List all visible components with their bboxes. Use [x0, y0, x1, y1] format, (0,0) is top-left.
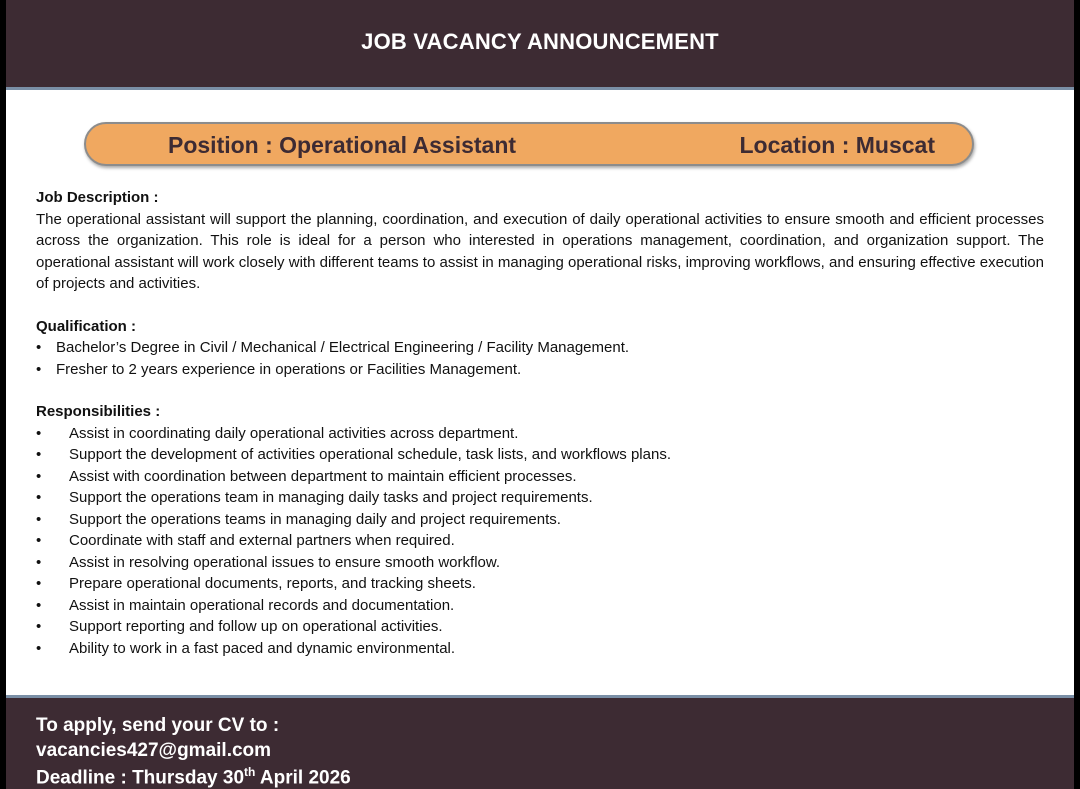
deadline-suffix: April 2026: [255, 767, 351, 789]
location-label: Location : Muscat: [739, 132, 935, 158]
apply-instruction: To apply, send your CV to :: [36, 715, 280, 736]
qualification-list: [36, 337, 1044, 380]
footer-bar: [6, 695, 1074, 789]
list-item: • Fresher to 2 years experience in operations or Facilities Management.: [36, 359, 1044, 381]
deadline-ordinal: th: [244, 765, 256, 779]
contact-email: vacancies427@gmail.com: [36, 740, 272, 761]
list-item: • Ability to work in a fast paced and dynamic environmental.: [36, 638, 1044, 660]
page-title: JOB VACANCY ANNOUNCEMENT: [361, 29, 719, 54]
list-item: • Assist in maintain operational records and documentation.: [36, 595, 1044, 617]
header-bar: [6, 0, 1074, 90]
deadline-prefix: Deadline : Thursday 30: [36, 767, 245, 789]
list-item: • Assist in coordinating daily operational activities across department.: [36, 423, 1044, 445]
list-item: • Prepare operational documents, reports, and tracking sheets.: [36, 573, 1044, 595]
position-banner: [84, 122, 974, 166]
responsibilities-list: [36, 423, 1044, 660]
list-item: • Assist with coordination between department to maintain efficient processes.: [36, 466, 1044, 488]
list-item: • Bachelor’s Degree in Civil / Mechanical / Electrical Engineering / Facility Management.: [36, 337, 1044, 359]
job-description-text: The operational assistant will support the planning, coordination, and execution of daily operational activities to ensure smooth and efficient processes across the organization. This role is ideal for a person who interested in operations management, coordination, and organization support. The operational assistant will work closely with different teams to assist in managing operational risks, improving workflows, and ensuring effective execution of projects and activities.: [36, 210, 1044, 292]
job-content: [36, 187, 1044, 659]
qualification-title: Qualification :: [36, 317, 137, 335]
position-label: Position : Operational Assistant: [168, 132, 517, 158]
responsibilities-title: Responsibilities :: [36, 403, 161, 420]
list-item: • Support the operations team in managing daily tasks and project requirements.: [36, 487, 1044, 509]
job-description-title: Job Description :: [36, 189, 159, 206]
list-item: • Coordinate with staff and external partners when required.: [36, 530, 1044, 552]
list-item: • Support the development of activities operational schedule, task lists, and workflows plans.: [36, 444, 1044, 466]
list-item: • Assist in resolving operational issues to ensure smooth workflow.: [36, 552, 1044, 574]
deadline: [36, 765, 351, 789]
announcement-page: [6, 0, 1074, 789]
list-item: • Support reporting and follow up on operational activities.: [36, 616, 1044, 638]
list-item: • Support the operations teams in managing daily and project requirements.: [36, 509, 1044, 531]
